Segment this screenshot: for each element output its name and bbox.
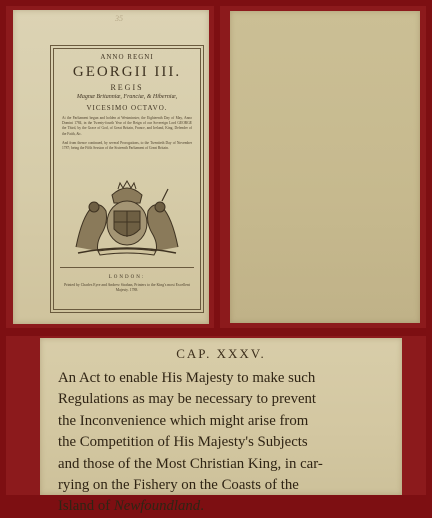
last-line-suffix: . [200,498,204,515]
georgii-heading: GEORGII III. [72,64,182,80]
anno-regni: ANNO REGNI [100,53,154,61]
place-name: Newfoundland [113,498,201,515]
title-frame [53,48,201,310]
royal-coat-of-arms-icon [68,177,186,257]
title-page [13,10,209,324]
page-number: 35 [115,14,123,23]
verso-panel [220,6,426,328]
last-line-prefix: Island of [58,498,111,515]
printer-line: Printed by Charles Eyre and Andrew Strahan, Printers to the King's most Excellent Majesty. 1788. [64,283,190,292]
regis-heading: REGIS [110,83,144,92]
act-line: rying on the Fishery on the Coasts of the [58,477,299,494]
magnae-line: Magnæ Britanniæ, Franciæ, & Hiberniæ, [76,94,178,100]
act-line: the Competition of His Majesty's Subjects [58,434,308,451]
act-line: An Act to enable His Majesty to make such [58,370,316,386]
session-paragraph: And from thence continued, by several Prorogations, to the Twentieth Day of November 1787; being the Fifth Session of the Sixteenth Parliament of Great Britain. [62,140,192,151]
vicesimo-heading: VICESIMO OCTAVO. [86,104,168,112]
imprint-city: LONDON: [108,275,146,280]
chapter-heading: CAP. XXXV. [176,346,266,361]
act-line: Regulations as may be necessary to prevent [58,391,317,408]
act-line: the Inconvenience which might arise from [58,412,309,429]
detail-page [40,338,402,515]
divider-rule [60,267,194,268]
act-line: and those of the Most Christian King, in car- [58,455,323,472]
act-line-last [58,496,388,517]
parliament-paragraph: At the Parliament begun and holden at Westminster, the Eighteenth Day of May, Anno Domini 1784, in the Twenty-fourth Year of the Reign of our Sovereign Lord GEORGE the Third, by the Grace of God, of Great Britain, France, and Ireland, King, Defender of the Faith, &c. [62,116,192,136]
title-page-panel [6,6,214,328]
detail-panel [6,336,426,515]
act-title-text [58,368,388,518]
verso-page [230,11,420,323]
